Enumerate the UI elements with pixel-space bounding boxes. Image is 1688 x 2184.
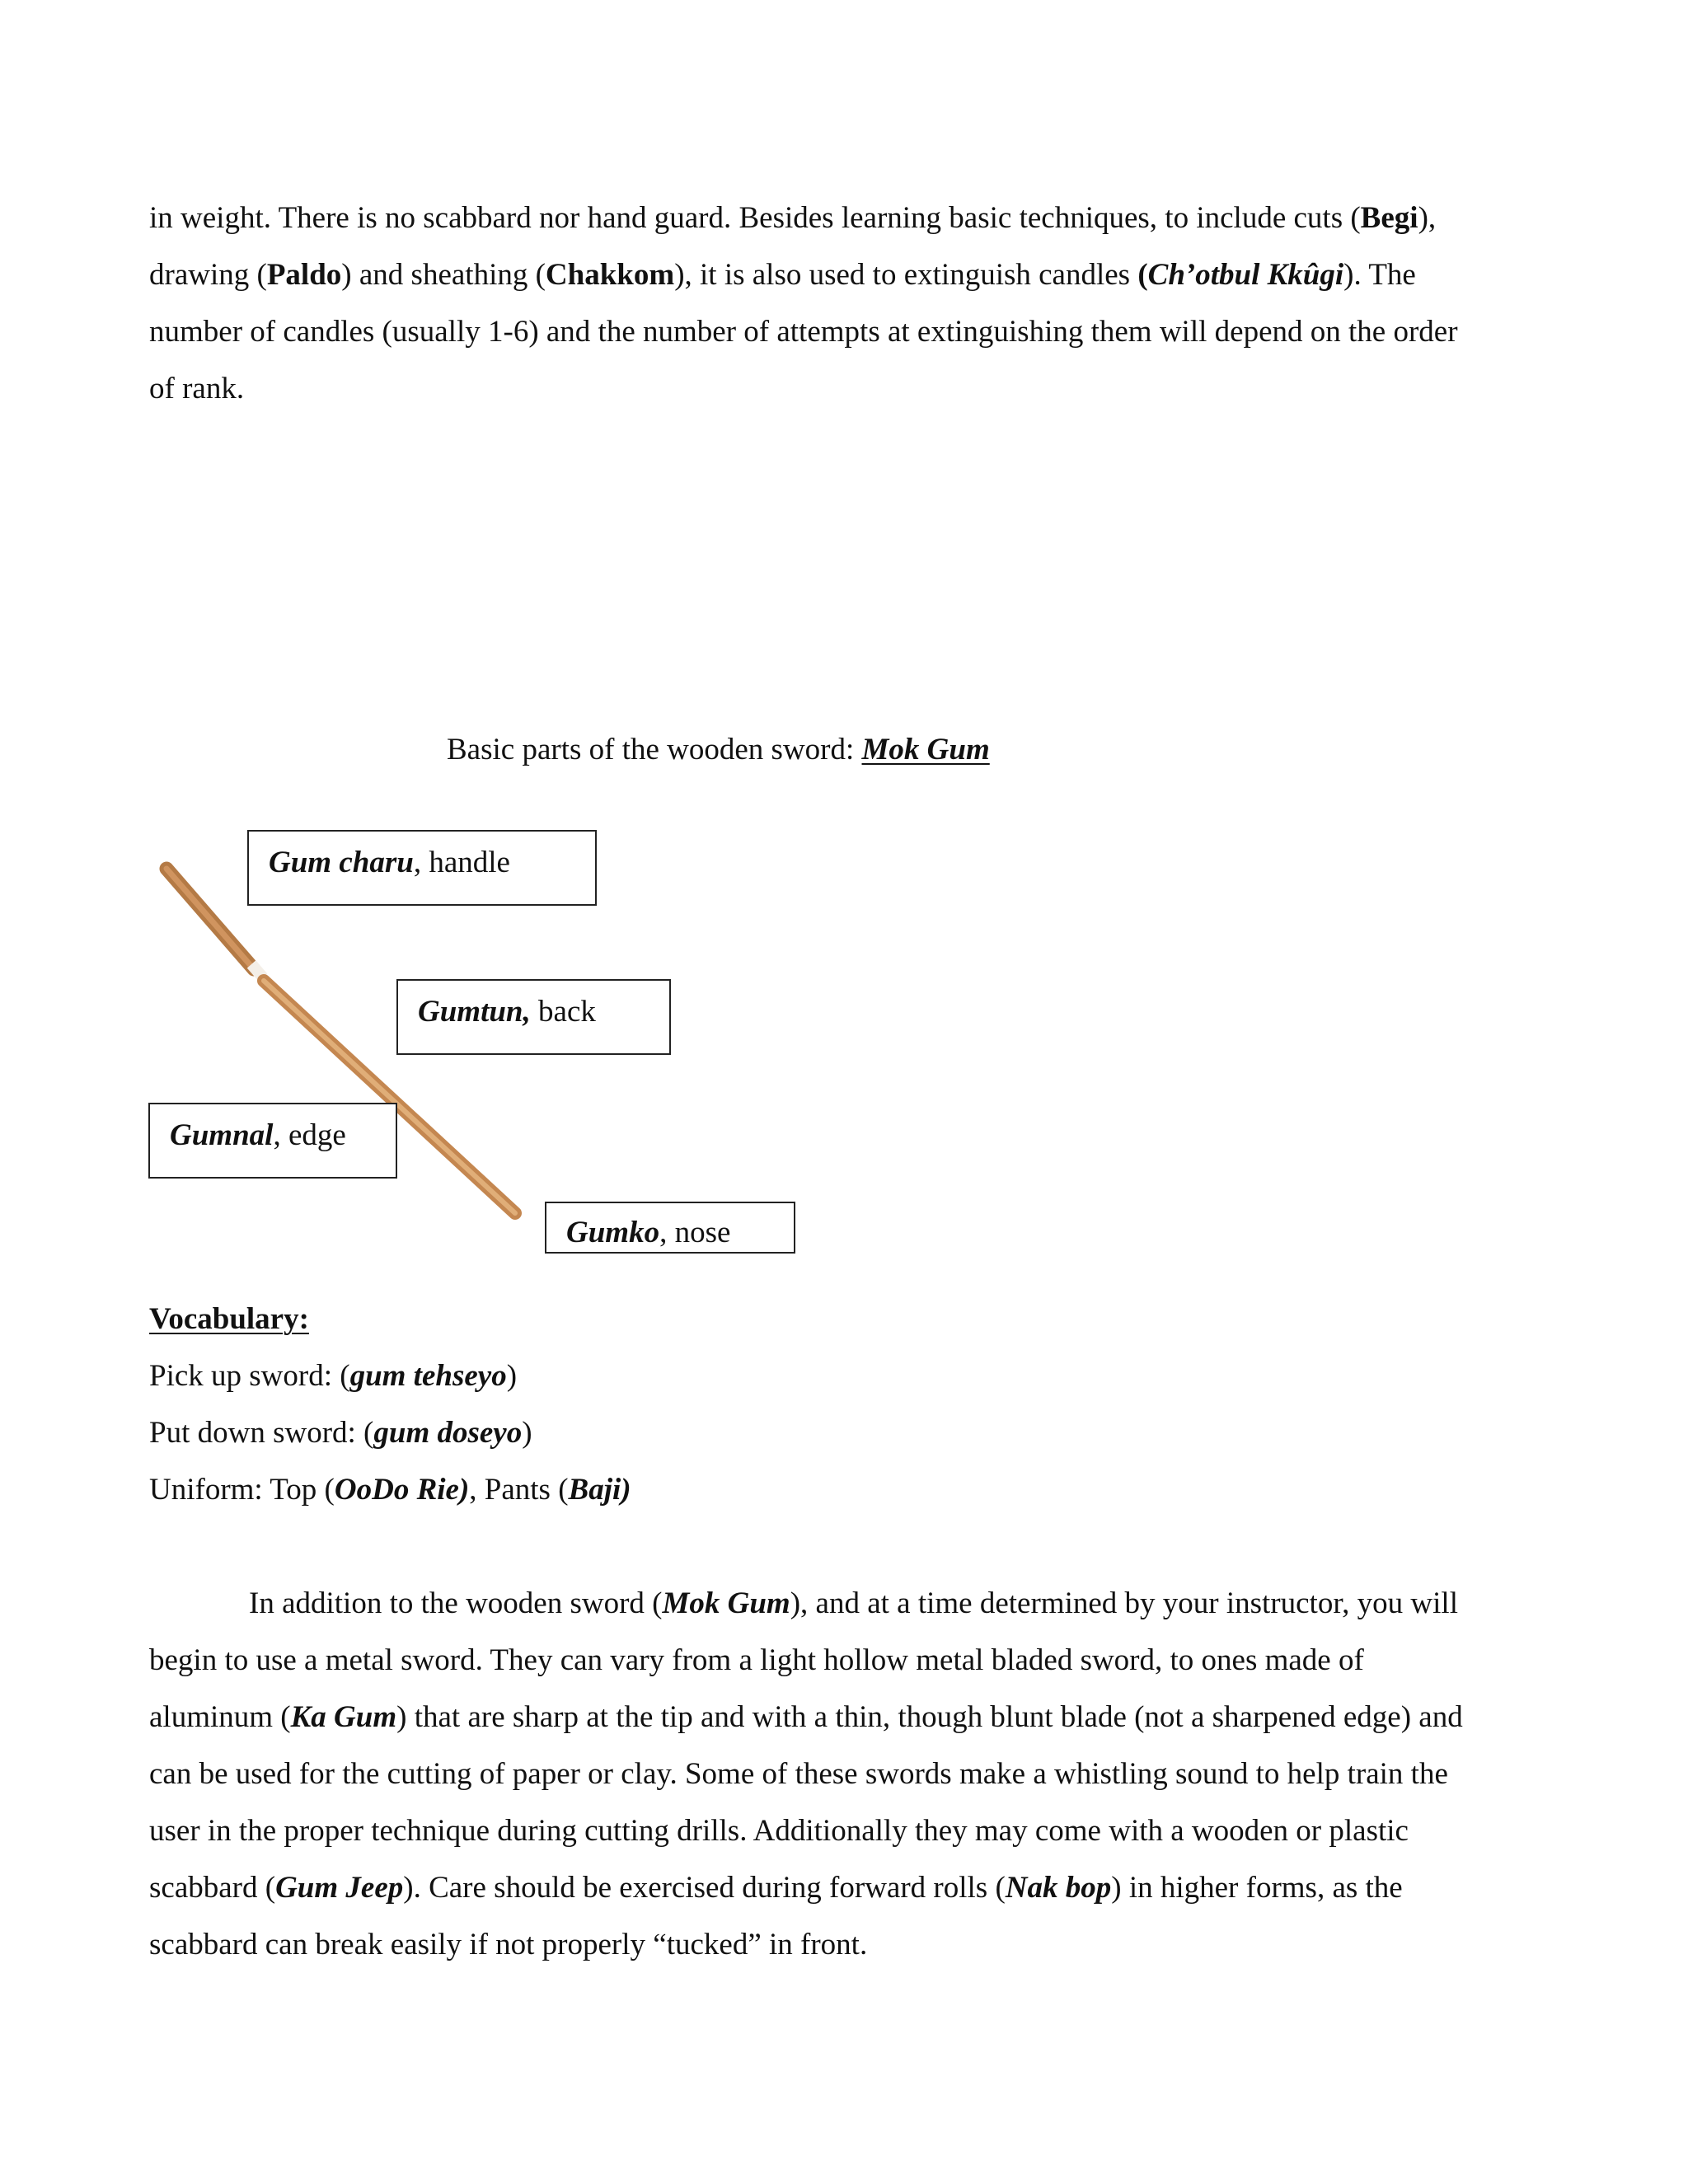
sword-handle <box>166 869 254 969</box>
text-line: scabbard can break easily if not properly “tucked” in front. <box>149 1928 868 1961</box>
text-line: of rank. <box>149 372 245 405</box>
term-chotbul-kkugi: Ch’otbul Kkûgi <box>1147 258 1344 292</box>
intro-paragraph <box>149 190 1583 417</box>
label-nose: Gumko, nose <box>545 1202 795 1254</box>
term-paldo: Paldo <box>266 258 342 292</box>
term-chakkom: Chakkom <box>545 258 675 292</box>
text-line: aluminum (Ka Gum) that are sharp at the tip and with a thin, though blunt blade (not a sharpened edge) and <box>149 1700 1463 1734</box>
label-back: Gumtun, back <box>396 979 671 1055</box>
text-line: In addition to the wooden sword (Mok Gum), and at a time determined by your instructor, you will <box>249 1586 1458 1620</box>
text-line: user in the proper technique during cutting drills. Additionally they may come with a wooden or plastic <box>149 1814 1409 1848</box>
text-line: scabbard (Gum Jeep). Care should be exercised during forward rolls (Nak bop) in higher forms, as the <box>149 1871 1403 1905</box>
label-edge: Gumnal, edge <box>148 1103 397 1179</box>
vocab-item-uniform: Uniform: Top (OoDo Rie), Pants (Baji) <box>149 1473 631 1507</box>
text-line: number of candles (usually 1-6) and the number of attempts at extinguishing them will depend on the order <box>149 315 1458 349</box>
text-line: drawing (Paldo) and sheathing (Chakkom), it is also used to extinguish candles (Ch’otbul Kkûgi). The <box>149 258 1416 292</box>
text-line: in weight. There is no scabbard nor hand guard. Besides learning basic techniques, to include cuts (Begi), <box>149 201 1437 235</box>
label-handle: Gum charu, handle <box>247 830 597 906</box>
vocab-item-pickup: Pick up sword: (gum tehseyo) <box>149 1359 518 1393</box>
text-line: begin to use a metal sword. They can vary from a light hollow metal bladed sword, to ones made of <box>149 1643 1364 1677</box>
metal-sword-paragraph <box>149 1575 1583 1973</box>
vocabulary-section <box>149 1291 631 1518</box>
term-begi: Begi <box>1360 201 1418 235</box>
vocabulary-heading: Vocabulary: <box>149 1302 309 1336</box>
figure-caption: Basic parts of the wooden sword: Mok Gum <box>447 733 990 766</box>
caption-term: Mok Gum <box>861 733 990 766</box>
text-line: can be used for the cutting of paper or clay. Some of these swords make a whistling sound to help train the <box>149 1757 1448 1791</box>
vocab-item-putdown: Put down sword: (gum doseyo) <box>149 1416 532 1450</box>
